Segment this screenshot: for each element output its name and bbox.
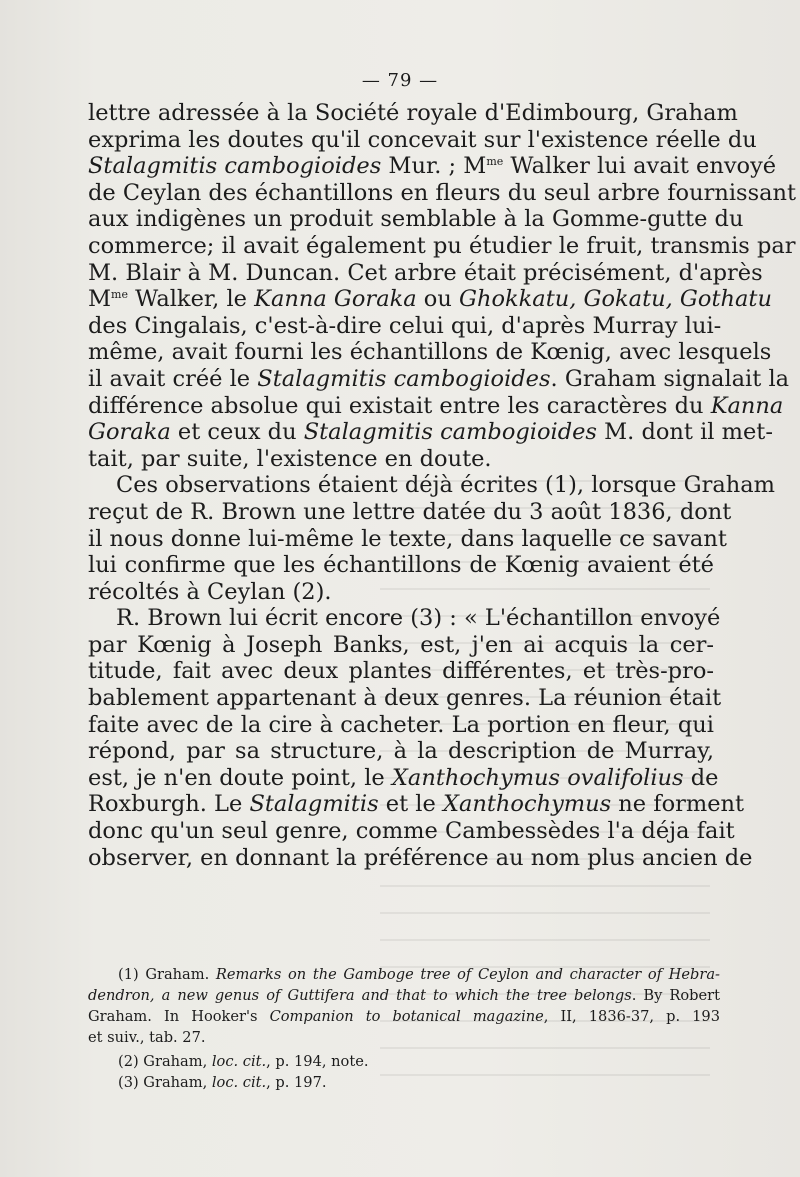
text-run: Graham. In Hooker's	[88, 1008, 270, 1025]
footnotes	[88, 964, 720, 1093]
text-run: Ces observations étaient déjà écrites (1), lorsque Graham	[116, 472, 776, 499]
text-run: M. Blair à M. Duncan. Cet arbre était précisément, d'après	[88, 259, 763, 286]
italic-text: Kanna	[710, 392, 784, 419]
text-line	[88, 286, 772, 313]
text-line	[88, 179, 797, 207]
text-run: de	[683, 764, 719, 791]
text-line	[88, 791, 745, 818]
text-run: titude, fait avec deux plantes différentes, et très-pro-	[88, 658, 714, 685]
italic-text: Xanthochymus ovalifolius	[391, 764, 684, 791]
text-run: exprima les doutes qu'il concevait sur l'existence réelle du	[88, 126, 757, 153]
text-run: . Graham signalait la	[550, 365, 790, 392]
text-run: faite avec de la cire à cacheter. La portion en fleur, qui	[88, 711, 714, 738]
italic-text: loc. cit.	[211, 1053, 267, 1070]
text-line	[88, 206, 744, 233]
text-run: différence absolue qui existait entre les caractères du	[88, 392, 711, 419]
text-run: par Kœnig à Joseph Banks, est, j'en ai acquis la cer-	[88, 631, 714, 658]
text-run: Walker, le	[128, 286, 255, 313]
footnote-line	[88, 1006, 720, 1027]
text-run: ne forment	[611, 791, 745, 818]
text-run: , p. 194, note.	[266, 1053, 369, 1070]
text-line	[88, 685, 722, 712]
text-line	[88, 472, 776, 499]
text-run: R. Brown lui écrit encore (3) : « L'échantillon envoyé	[116, 605, 721, 632]
text-run: Roxburgh. Le	[88, 791, 250, 818]
text-line	[88, 498, 732, 526]
italic-text: Goraka	[88, 419, 171, 446]
text-run: aux indigènes un produit semblable à la Gomme-gutte du	[88, 206, 744, 233]
text-line	[88, 446, 714, 473]
footnote-line	[88, 985, 720, 1006]
italic-text: Stalagmitis	[249, 791, 379, 818]
text-line	[88, 419, 773, 446]
text-run: (3) Graham,	[118, 1074, 212, 1091]
text-run: et ceux du	[170, 419, 304, 446]
superscript: me	[111, 288, 128, 302]
text-line	[88, 525, 727, 553]
text-line	[88, 100, 738, 127]
text-line	[88, 818, 735, 845]
text-line	[88, 712, 714, 739]
text-line	[88, 738, 714, 765]
text-run: répond, par sa structure, à la description de Murray,	[88, 738, 714, 765]
page-number: — 79 —	[361, 70, 439, 91]
text-run: Mur. ; M	[381, 153, 487, 180]
text-run: commerce; il avait également pu étudier le fruit, transmis par	[88, 232, 796, 259]
text-run: (1) Graham.	[118, 966, 216, 983]
italic-text: Remarks on the Gamboge tree of Ceylon and character of Hebra-	[215, 966, 720, 983]
footnote-line	[88, 1027, 720, 1048]
text-run: lui confirme que les échantillons de Kœnig avaient été	[88, 552, 714, 579]
text-line	[88, 552, 714, 579]
text-line	[88, 365, 790, 393]
text-run: est, je n'en doute point, le	[88, 764, 392, 791]
text-run: , p. 197.	[266, 1074, 327, 1091]
text-line	[88, 312, 722, 340]
text-run: bablement appartenant à deux genres. La réunion était	[88, 685, 722, 712]
text-line	[88, 392, 784, 420]
superscript: me	[486, 155, 504, 169]
text-run: lettre adressée à la Société royale d'Edimbourg, Graham	[88, 100, 738, 126]
text-run: de Ceylan des échantillons en fleurs du seul arbre fournissant	[88, 179, 797, 206]
italic-text: Ghokkatu, Gokatu, Gothatu	[459, 286, 772, 313]
footnote-line	[88, 964, 720, 985]
text-run: des Cingalais, c'est-à-dire celui qui, d'après Murray lui-	[88, 312, 722, 339]
italic-text: Stalagmitis cambogioides	[303, 419, 597, 446]
text-line	[88, 632, 714, 659]
text-run: il avait créé le	[88, 365, 258, 392]
italic-text: Companion to botanical magazine	[269, 1008, 544, 1025]
text-line	[88, 844, 753, 872]
text-line	[88, 764, 719, 792]
text-line	[88, 126, 757, 154]
text-line	[88, 605, 721, 632]
text-line	[88, 339, 772, 366]
text-run: observer, en donnant la préférence au nom plus ancien de	[88, 844, 753, 871]
italic-text: Stalagmitis cambogioides	[257, 365, 551, 392]
main-text	[88, 100, 797, 871]
text-run: et suiv., tab. 27.	[88, 1029, 206, 1046]
text-run: (2) Graham,	[118, 1053, 212, 1070]
text-line	[88, 579, 714, 606]
italic-text: loc. cit.	[211, 1074, 267, 1091]
text-run: . By Robert	[631, 987, 721, 1004]
text-run: donc qu'un seul genre, comme Cambessèdes l'a déja fait	[88, 818, 735, 845]
text-run: même, avait fourni les échantillons de Kœnig, avec lesquels	[88, 339, 772, 366]
footnote-line	[88, 1072, 720, 1093]
text-line	[88, 153, 777, 180]
text-run: et le	[378, 791, 443, 818]
text-run: tait, par suite, l'existence en doute.	[88, 445, 492, 472]
text-run: M	[88, 286, 112, 313]
italic-text: Kanna Goraka	[254, 286, 417, 313]
text-run: Walker lui avait envoyé	[503, 153, 777, 180]
text-run: , II, 1836-37, p. 193	[543, 1008, 721, 1025]
text-run: M. dont il met-	[596, 419, 773, 446]
text-run: il nous donne lui-même le texte, dans laquelle ce savant	[88, 525, 727, 552]
text-line	[88, 259, 763, 287]
text-run: reçut de R. Brown une lettre datée du 3 août 1836, dont	[88, 498, 732, 525]
footnote-line	[88, 1051, 720, 1072]
text-line	[88, 658, 714, 685]
italic-text: Stalagmitis cambogioides	[88, 153, 382, 180]
italic-text: dendron, a new genus of Guttifera and that to which the tree belongs	[88, 987, 632, 1004]
text-run: ou	[416, 286, 459, 313]
text-run: récoltés à Ceylan (2).	[88, 578, 332, 605]
italic-text: Xanthochymus	[442, 791, 612, 818]
text-line	[88, 232, 796, 260]
